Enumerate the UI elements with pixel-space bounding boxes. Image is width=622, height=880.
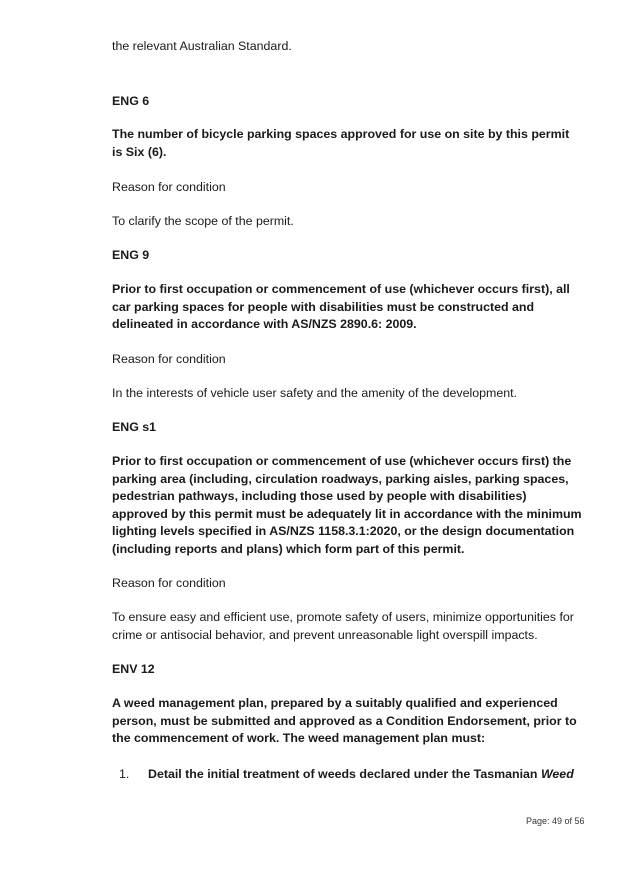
eng9-heading: ENG 9 <box>112 248 150 262</box>
env12-heading: ENV 12 <box>112 662 155 676</box>
eng9-reason-label: Reason for condition <box>112 352 226 366</box>
list-item-text-main: Detail the initial treatment of weeds declared under the Tasmanian <box>148 767 541 781</box>
engs1-heading: ENG s1 <box>112 420 157 434</box>
eng9-condition: Prior to first occupation or commencement of use (whichever occurs first), all car parking spaces for people with disabilities must be constructed and delineated in accordance with AS/NZS 2890.6: 2009. <box>112 282 570 331</box>
page-number: Page: 49 of 56 <box>526 816 585 826</box>
eng6-reason-label: Reason for condition <box>112 180 226 194</box>
eng6-condition: The number of bicycle parking spaces approved for use on site by this permit is Six (6). <box>112 127 570 159</box>
eng9-reason-text: In the interests of vehicle user safety and the amenity of the development. <box>112 386 517 400</box>
engs1-reason-text: To ensure easy and efficient use, promote safety of users, minimize opportunities for crime or antisocial behavior, and prevent unreasonable light overspill impacts. <box>112 610 574 642</box>
intro-line: the relevant Australian Standard. <box>112 39 292 53</box>
env12-condition: A weed management plan, prepared by a suitably qualified and experienced person, must be submitted and approved as a Condition Endorsement, prior to the commencement of work. The weed management plan must: <box>112 696 577 745</box>
eng6-heading: ENG 6 <box>112 94 150 108</box>
engs1-condition: Prior to first occupation or commencement of use (whichever occurs first) the parking area (including, circulation roadways, parking aisles, parking spaces, pedestrian pathways, including those used by people with disabilities) approved by this permit must be adequately lit in accordance with the minimum lighting levels specified in AS/NZS 1158.3.1:2020, or the design documentation (including reports and plans) which form part of this permit. <box>112 454 582 556</box>
list-item-text <box>148 766 588 784</box>
list-item-text-italic: Weed <box>540 767 574 781</box>
engs1-reason-label: Reason for condition <box>112 576 226 590</box>
list-item-number: 1. <box>119 767 130 781</box>
eng6-reason-text: To clarify the scope of the permit. <box>112 214 294 228</box>
